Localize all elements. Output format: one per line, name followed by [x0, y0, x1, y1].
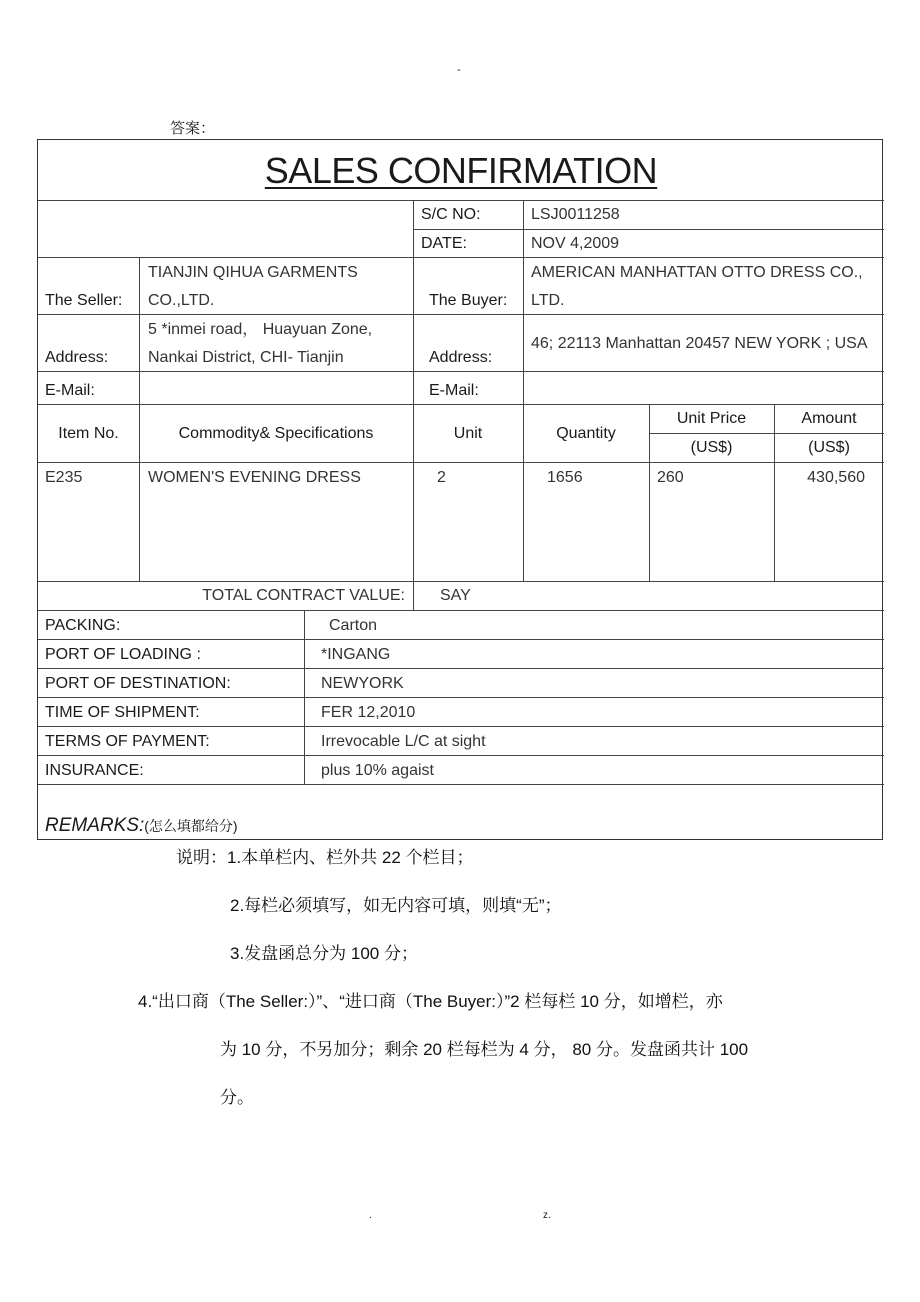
total-value: SAY [440, 587, 471, 604]
note-line-5: 为 10 分，不另加分；剩余 20 栏每栏为 4 分， 80 分。发盘函共计 100 [220, 1040, 749, 1059]
sc-no-label: S/C NO: [421, 206, 481, 223]
row-quantity: 1656 [547, 469, 583, 486]
seller-address-line1: 5 *inmei road， Huayuan Zone, [148, 321, 373, 338]
note-line-4: 4.“出口商（The Seller:）”、“进口商（The Buyer:）”2 栏每栏 10 分，如增栏，亦 [138, 992, 723, 1011]
time-of-shipment-label: TIME OF SHIPMENT: [45, 704, 200, 721]
rule [413, 200, 414, 582]
port-of-destination-value: NEWYORK [321, 675, 404, 692]
header-commodity: Commodity& Specifications [178, 425, 374, 442]
rule [38, 784, 884, 785]
header-item-no: Item No. [58, 425, 119, 442]
page-top-mark: - [457, 64, 461, 76]
packing-label: PACKING: [45, 617, 121, 634]
time-of-shipment-value: FER 12,2010 [321, 704, 416, 721]
buyer-name-line2: LTD. [531, 292, 565, 309]
terms-of-payment-value: Irrevocable L/C at sight [321, 733, 486, 750]
remarks-label: REMARKS: [45, 815, 145, 836]
seller-name-line1: TIANJIN QIHUA GARMENTS [148, 264, 358, 281]
row-item-no: E235 [45, 469, 83, 486]
row-commodity: WOMEN'S EVENING DRESS [148, 469, 361, 486]
row-unit: 2 [437, 469, 446, 486]
rule [38, 462, 884, 463]
date-label: DATE: [421, 235, 467, 252]
date-value: NOV 4,2009 [531, 235, 620, 252]
buyer-label: The Buyer: [429, 292, 508, 309]
form-title-text: SALES CONFIRMATION [264, 150, 658, 191]
remarks-note: (怎么填都给分) [144, 818, 238, 834]
insurance-label: INSURANCE: [45, 762, 144, 779]
note-line-2: 2.每栏必须填写，如无内容可填，则填“无”； [230, 896, 562, 915]
port-of-loading-value: *INGANG [321, 646, 391, 663]
footer-left-mark: . [369, 1210, 372, 1221]
sales-confirmation-form [37, 139, 883, 840]
packing-value: Carton [329, 617, 378, 634]
rule [38, 639, 884, 640]
header-unit-price-currency: (US$) [690, 439, 733, 456]
header-amount: Amount [801, 410, 857, 427]
buyer-email-label: E-Mail: [429, 382, 479, 399]
insurance-value: plus 10% agaist [321, 762, 434, 779]
note-line-3: 3.发盘函总分为 100 分； [230, 944, 418, 963]
port-of-loading-label: PORT OF LOADING : [45, 646, 201, 663]
row-amount: 430,560 [807, 469, 865, 486]
buyer-name-line1: AMERICAN MANHATTAN OTTO DRESS CO., [531, 264, 863, 281]
note-line-6: 分。 [220, 1088, 254, 1107]
header-unit-price: Unit Price [676, 410, 747, 427]
rule [413, 229, 884, 230]
note-line-1: 说明：1.本单栏内、栏外共 22 个栏目； [176, 848, 474, 867]
seller-address-label: Address: [45, 349, 109, 366]
footer-right-mark: z. [543, 1210, 551, 1221]
seller-label: The Seller: [45, 292, 123, 309]
header-unit: Unit [453, 425, 483, 442]
sc-no-value: LSJ0011258 [531, 206, 620, 223]
rule [139, 257, 140, 404]
seller-address-line2: Nankai District, CHI- Tianjin [148, 349, 344, 366]
remarks [45, 812, 238, 841]
total-label: TOTAL CONTRACT VALUE: [202, 587, 405, 604]
terms-of-payment-label: TERMS OF PAYMENT: [45, 733, 210, 750]
rule [413, 581, 414, 610]
port-of-destination-label: PORT OF DESTINATION: [45, 675, 231, 692]
form-title [38, 150, 884, 192]
row-unit-price: 260 [657, 469, 684, 486]
rule [304, 610, 305, 784]
answer-label: 答案： [170, 120, 216, 137]
buyer-address-label: Address: [429, 349, 493, 366]
buyer-address-value: 46; 22113 Manhattan 20457 NEW YORK ; USA [531, 335, 868, 352]
header-quantity: Quantity [556, 425, 616, 442]
rule [523, 200, 524, 582]
rule [38, 610, 884, 611]
seller-name-line2: CO.,LTD. [148, 292, 215, 309]
seller-email-label: E-Mail: [45, 382, 95, 399]
header-amount-currency: (US$) [808, 439, 850, 456]
